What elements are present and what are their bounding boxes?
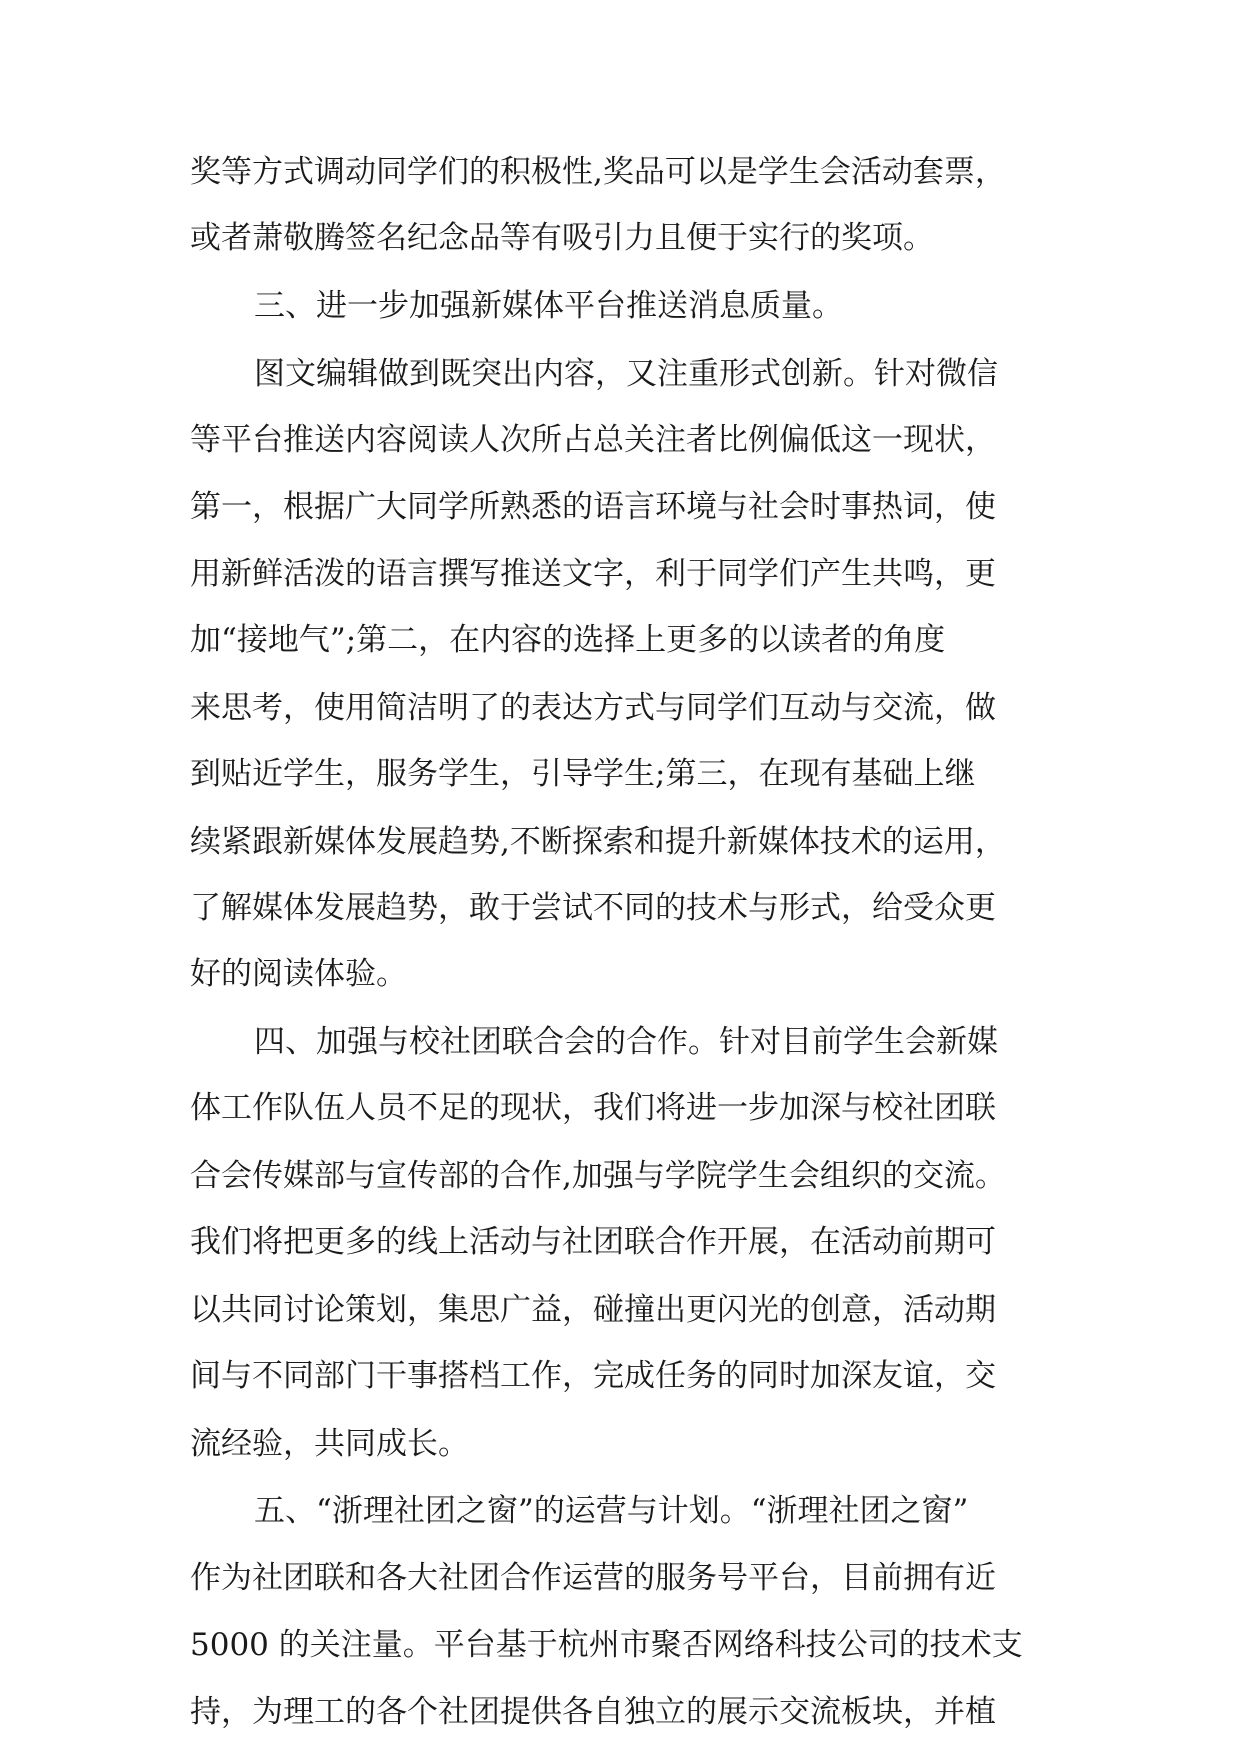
text-line: 或者萧敬腾签名纪念品等有吸引力且便于实行的奖项。 (190, 220, 934, 256)
text-line: 奖等方式调动同学们的积极性,奖品可以是学生会活动套票， (190, 154, 1006, 190)
text-line: 间与不同部门干事搭档工作，完成任务的同时加深友谊，交 (190, 1358, 996, 1394)
text-line: 来思考，使用简洁明了的表达方式与同学们互动与交流，做 (190, 690, 996, 726)
text-line: 合会传媒部与宣传部的合作,加强与学院学生会组织的交流。 (190, 1158, 1006, 1194)
text-line: 图文编辑做到既突出内容，又注重形式创新。针对微信 (254, 356, 998, 392)
text-line: 好的阅读体验。 (190, 956, 407, 992)
section-heading: 五、“浙理社团之窗”的运营与计划。“浙理社团之窗” (254, 1493, 969, 1529)
text-line: 到贴近学生，服务学生，引导学生;第三，在现有基础上继 (190, 756, 976, 792)
text-line: 持，为理工的各个社团提供各自独立的展示交流板块，并植 (190, 1694, 996, 1730)
text-line: 我们将把更多的线上活动与社团联合作开展，在活动前期可 (190, 1224, 996, 1260)
text-line: 体工作队伍人员不足的现状，我们将进一步加深与校社团联 (190, 1090, 996, 1126)
text-line: 续紧跟新媒体发展趋势,不断探索和提升新媒体技术的运用， (190, 824, 1006, 860)
text-line: 加“接地气”;第二，在内容的选择上更多的以读者的角度 (190, 622, 946, 658)
text-line: 了解媒体发展趋势，敢于尝试不同的技术与形式，给受众更 (190, 890, 996, 926)
text-line: 流经验，共同成长。 (190, 1426, 469, 1462)
text-line: 第一，根据广大同学所熟悉的语言环境与社会时事热词，使 (190, 489, 996, 525)
text-line: 5000 的关注量。平台基于杭州市聚否网络科技公司的技术支 (190, 1627, 1023, 1663)
text-line: 作为社团联和各大社团合作运营的服务号平台，目前拥有近 (190, 1560, 996, 1596)
text-line: 用新鲜活泼的语言撰写推送文字，利于同学们产生共鸣，更 (190, 556, 996, 592)
text-line: 以共同讨论策划，集思广益，碰撞出更闪光的创意，活动期 (190, 1292, 996, 1328)
text-line: 等平台推送内容阅读人次所占总关注者比例偏低这一现状， (190, 422, 996, 458)
section-heading: 三、进一步加强新媒体平台推送消息质量。 (254, 288, 843, 324)
section-heading: 四、加强与校社团联合会的合作。针对目前学生会新媒 (254, 1024, 998, 1060)
